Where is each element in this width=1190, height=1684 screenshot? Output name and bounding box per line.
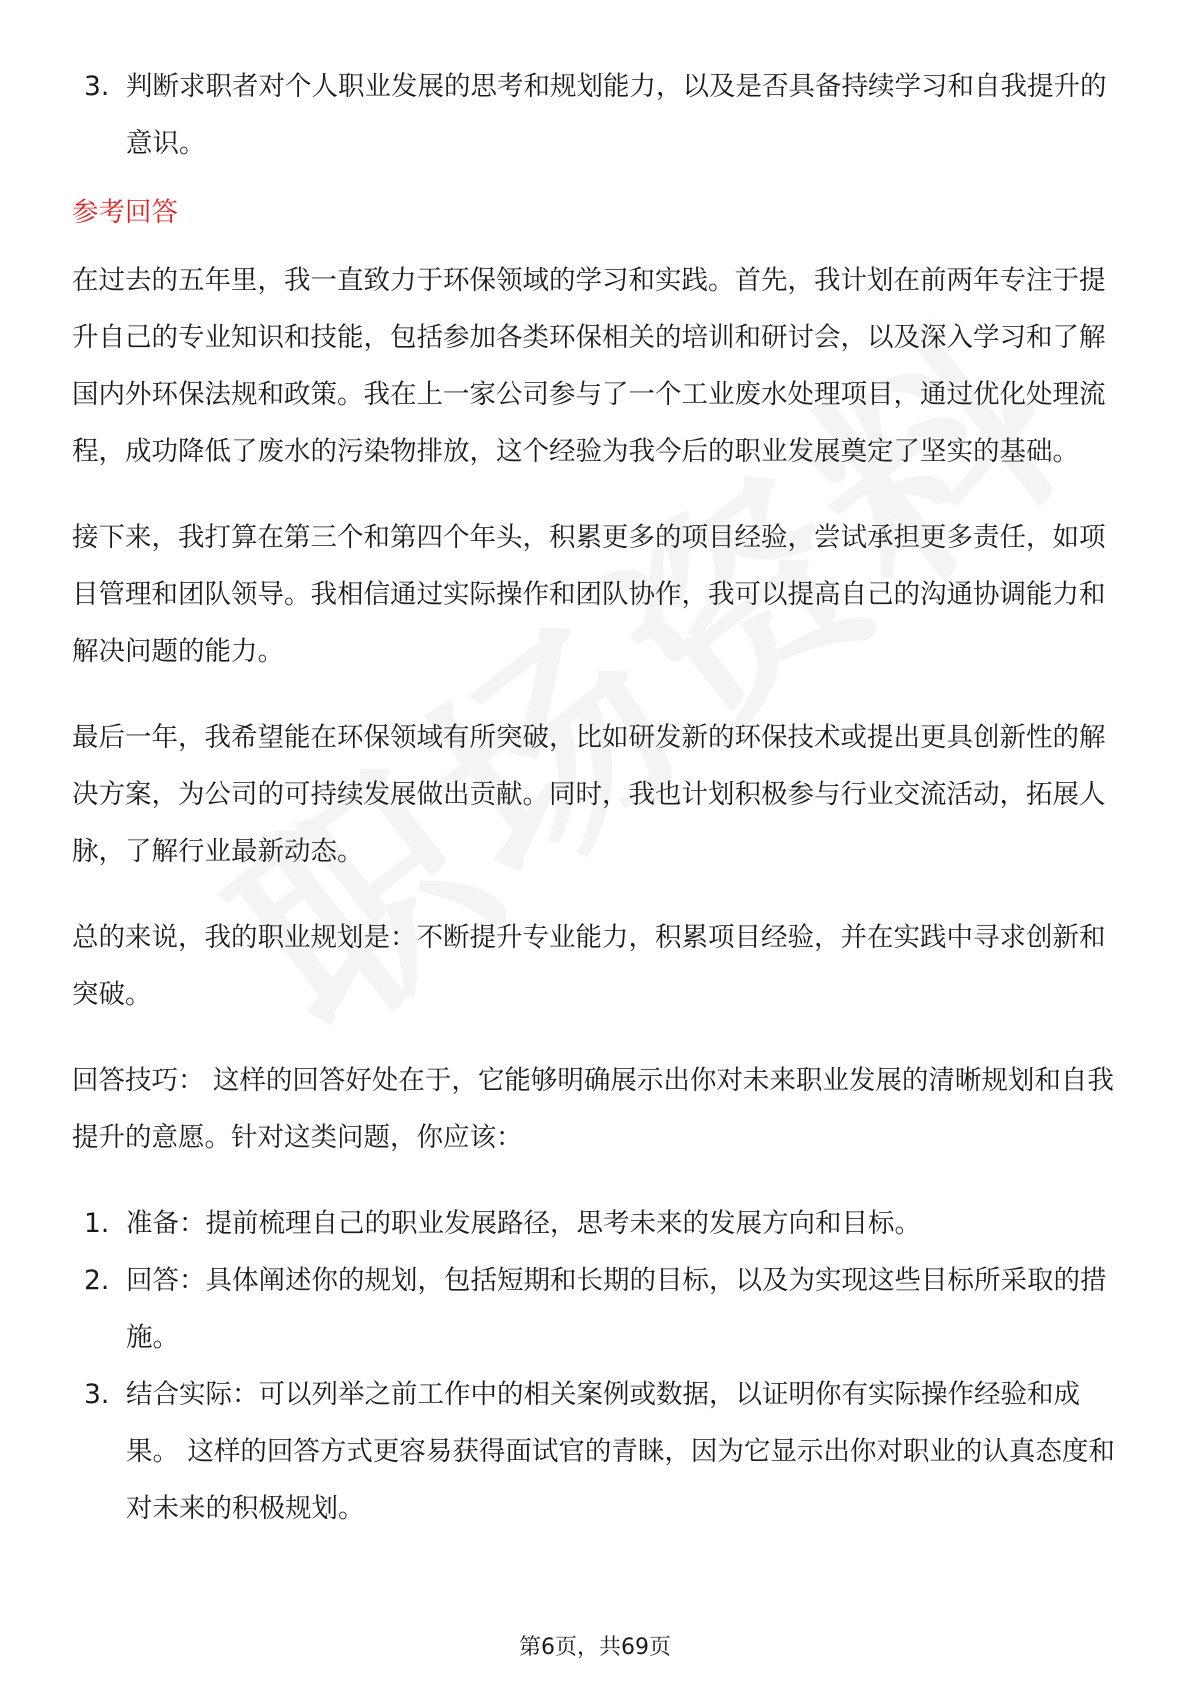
list-number: 2. <box>84 1265 110 1296</box>
list-item-text: 回答：具体阐述你的规划，包括短期和长期的目标，以及为实现这些目标所采取的措施。 <box>126 1265 1107 1353</box>
tips-list <box>72 1195 1122 1537</box>
list-item-text: 判断求职者对个人职业发展的思考和规划能力，以及是否具备持续学习和自我提升的意识。 <box>126 71 1107 159</box>
list-item <box>72 1252 1122 1366</box>
list-item <box>72 1366 1122 1537</box>
page-footer: 第6页，共69页 <box>519 1635 671 1660</box>
section-heading: 参考回答 <box>72 197 178 228</box>
objective-list <box>72 58 1122 172</box>
summary-paragraph: 总的来说，我的职业规划是：不断提升专业能力，积累项目经验，并在实践中寻求创新和突破。 <box>72 922 1106 1010</box>
list-number: 1. <box>84 1208 110 1239</box>
list-item-text: 结合实际：可以列举之前工作中的相关案例或数据，以证明你有实际操作经验和成果。 这样的回答方式更容易获得面试官的青睐，因为它显示出你对职业的认真态度和对未来的积极规划。 <box>126 1379 1115 1524</box>
answer-paragraph-3: 最后一年，我希望能在环保领域有所突破，比如研发新的环保技术或提出更具创新性的解决方案，为公司的可持续发展做出贡献。同时，我也计划积极参与行业交流活动，拓展人脉，了解行业最新动态。 <box>72 722 1106 867</box>
list-number: 3. <box>84 71 110 102</box>
list-item <box>72 1195 1122 1252</box>
list-number: 3. <box>84 1379 110 1410</box>
answer-paragraph-2: 接下来，我打算在第三个和第四个年头，积累更多的项目经验，尝试承担更多责任，如项目管理和团队领导。我相信通过实际操作和团队协作，我可以提高自己的沟通协调能力和解决问题的能力。 <box>72 522 1106 667</box>
list-item <box>72 58 1122 172</box>
page-content <box>72 58 1122 1537</box>
list-item-text: 准备：提前梳理自己的职业发展路径，思考未来的发展方向和目标。 <box>126 1208 921 1239</box>
tips-intro-paragraph: 回答技巧： 这样的回答好处在于，它能够明确展示出你对未来职业发展的清晰规划和自我提升的意愿。针对这类问题，你应该： <box>72 1065 1114 1153</box>
answer-paragraph-1: 在过去的五年里，我一直致力于环保领域的学习和实践。首先，我计划在前两年专注于提升自己的专业知识和技能，包括参加各类环保相关的培训和研讨会，以及深入学习和了解国内外环保法规和政策。我在上一家公司参与了一个工业废水处理项目，通过优化处理流程，成功降低了废水的污染物排放，这个经验为我今后的职业发展奠定了坚实的基础。 <box>72 265 1106 467</box>
